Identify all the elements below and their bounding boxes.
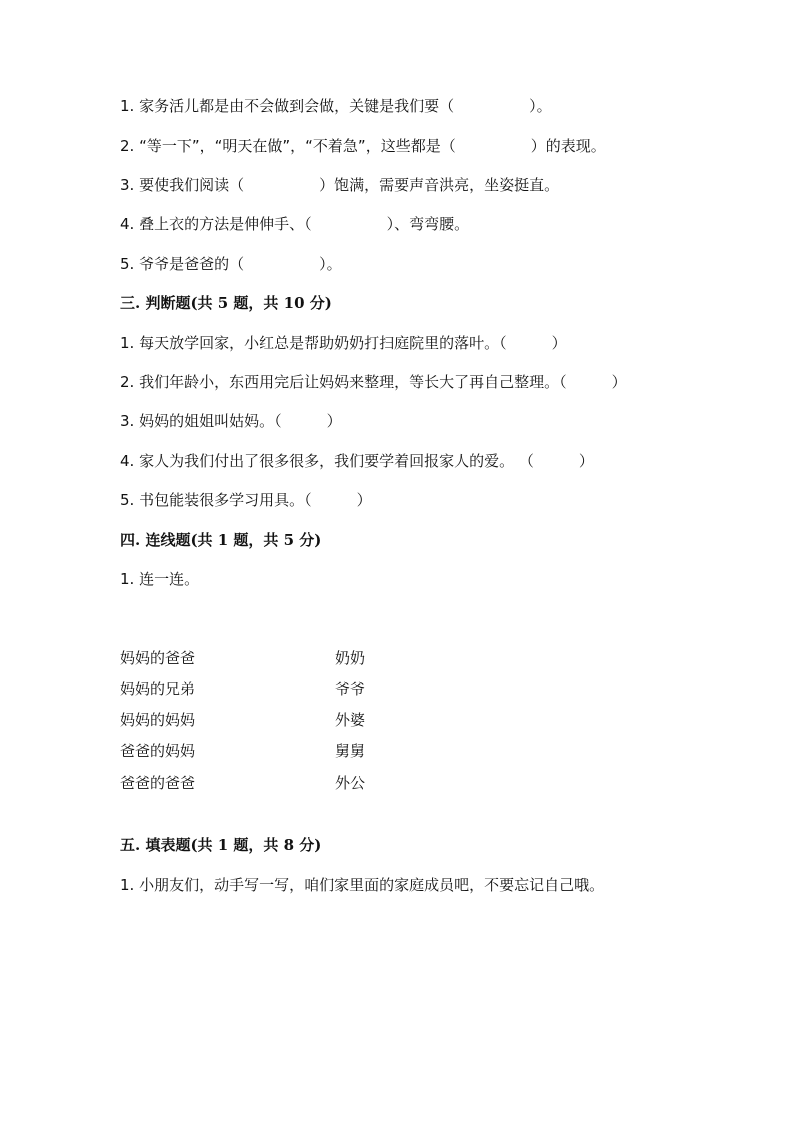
judge-item-2: 2. 我们年龄小，东西用完后让妈妈来整理，等长大了再自己整理。（ ） bbox=[120, 373, 627, 391]
match-left-item: 爸爸的妈妈 bbox=[120, 742, 196, 760]
judge-item-5: 5. 书包能装很多学习用具。（ ） bbox=[120, 491, 372, 509]
table-question: 1. 小朋友们，动手写一写，咱们家里面的家庭成员吧，不要忘记自己哦。 bbox=[120, 876, 605, 894]
match-left-item: 妈妈的爸爸 bbox=[120, 649, 196, 667]
section3-heading: 三. 判断题(共 5 题，共 10 分) bbox=[120, 294, 332, 312]
fill-blank-item-2: 2. “等一下”，“明天在做”，“不着急”，这些都是（ ）的表现。 bbox=[120, 137, 606, 155]
match-left-item: 爸爸的爸爸 bbox=[120, 774, 196, 792]
fill-blank-item-1: 1. 家务活儿都是由不会做到会做，关键是我们要（ ）。 bbox=[120, 97, 552, 115]
judge-item-1: 1. 每天放学回家，小红总是帮助奶奶打扫庭院里的落叶。（ ） bbox=[120, 334, 567, 352]
match-right-item: 奶奶 bbox=[335, 649, 366, 667]
match-question: 1. 连一连。 bbox=[120, 570, 200, 588]
section5-heading: 五. 填表题(共 1 题，共 8 分) bbox=[120, 836, 322, 854]
match-right-item: 爷爷 bbox=[335, 680, 366, 698]
section4-heading: 四. 连线题(共 1 题，共 5 分) bbox=[120, 531, 322, 549]
fill-blank-item-4: 4. 叠上衣的方法是伸伸手、（ ）、弯弯腰。 bbox=[120, 215, 470, 233]
match-right-item: 外公 bbox=[335, 774, 366, 792]
judge-item-3: 3. 妈妈的姐姐叫姑妈。（ ） bbox=[120, 412, 342, 430]
fill-blank-item-3: 3. 要使我们阅读（ ）饱满，需要声音洪亮，坐姿挺直。 bbox=[120, 176, 560, 194]
fill-blank-item-5: 5. 爷爷是爸爸的（ ）。 bbox=[120, 255, 342, 273]
match-right-item: 外婆 bbox=[335, 711, 366, 729]
match-right-item: 舅舅 bbox=[335, 742, 366, 760]
match-left-item: 妈妈的兄弟 bbox=[120, 680, 196, 698]
judge-item-4: 4. 家人为我们付出了很多很多，我们要学着回报家人的爱。 （ ） bbox=[120, 452, 594, 470]
match-left-item: 妈妈的妈妈 bbox=[120, 711, 196, 729]
